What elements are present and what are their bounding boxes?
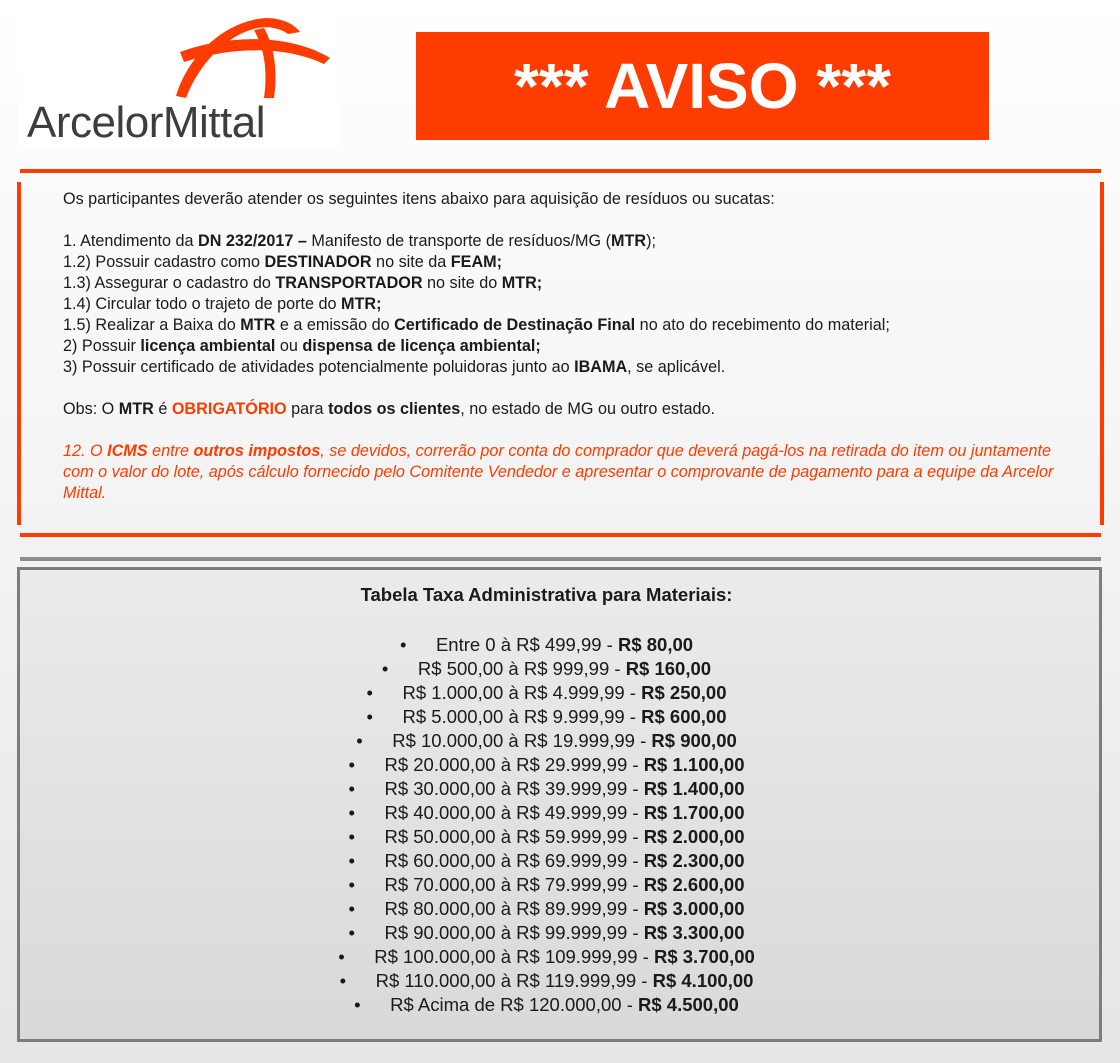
fee-tier-item [20,969,1073,993]
notice-text [63,189,1083,504]
fee-tier-item [20,849,1073,873]
tier-range: R$ 50.000,00 à R$ 59.999,99 - [384,826,644,847]
bullet-icon: • [399,634,407,655]
bullet-icon: • [348,850,355,871]
fee-table-title: Tabela Taxa Administrativa para Materiais: [360,584,733,605]
bullet-icon: • [366,682,373,703]
bold-text: licença ambiental [140,337,276,355]
text-segment: no site do [422,274,502,292]
text-segment: Manifesto de transporte de resíduos/MG ( [306,232,612,250]
bullet-icon: • [356,730,363,751]
text-segment: para [286,400,329,418]
bold-text: todos os clientes [328,400,461,418]
bullet-icon: • [348,922,355,943]
tier-range: R$ 40.000,00 à R$ 49.999,99 - [384,802,644,823]
tier-fee: R$ 1.700,00 [643,802,745,823]
tier-fee: R$ 1.100,00 [643,754,745,775]
text-segment: , no estado de MG ou outro estado. [460,400,715,418]
bold-text: MTR [118,400,154,418]
company-logo [18,8,338,150]
tier-range: Entre 0 à R$ 499,99 - [435,634,618,655]
fee-tier-item [20,705,1073,729]
bullet-icon: • [348,754,355,775]
gray-divider [20,557,1101,561]
tier-fee: R$ 3.000,00 [643,898,745,919]
fee-tier-item [20,753,1073,777]
fee-tier-item [20,945,1073,969]
tier-range: R$ 5.000,00 à R$ 9.999,99 - [402,706,642,727]
tier-fee: R$ 80,00 [617,634,694,655]
tier-fee: R$ 2.600,00 [643,874,745,895]
tier-fee: R$ 2.300,00 [643,850,745,871]
tier-fee: R$ 2.000,00 [643,826,745,847]
bold-text: MTR [240,316,276,334]
bullet-icon: • [348,898,355,919]
fee-tier-item [20,825,1073,849]
tier-fee: R$ 3.700,00 [653,946,755,967]
text-segment: e a emissão do [275,316,395,334]
notice-bottom-divider [20,533,1101,537]
tier-range: R$ 100.000,00 à R$ 109.999,99 - [374,946,654,967]
fee-table-box [17,567,1102,1042]
requirement-item [63,336,1083,357]
fee-tier-item [20,993,1073,1017]
text-segment: 3) Possuir certificado de atividades potencialmente poluidoras junto ao [63,358,575,376]
text-segment: 1. Atendimento da [63,232,198,250]
requirement-item [63,357,1083,378]
text-segment: 1.3) Assegurar o cadastro do [63,274,276,292]
bold-text: IBAMA [574,358,628,376]
fee-tier-item [20,873,1073,897]
tier-fee: R$ 160,00 [625,658,712,679]
bullet-icon: • [348,826,355,847]
requirements-list [63,231,1083,378]
text-segment: 1.5) Realizar a Baixa do [63,316,241,334]
tier-fee: R$ 900,00 [651,730,737,751]
tier-range: R$ 500,00 à R$ 999,99 - [417,658,626,679]
bullet-icon: • [339,970,347,991]
bullet-icon: • [348,802,355,823]
tier-range: R$ 30.000,00 à R$ 39.999,99 - [384,778,644,799]
tier-range: R$ 70.000,00 à R$ 79.999,99 - [384,874,644,895]
tier-range: R$ Acima de R$ 120.000,00 - [390,994,639,1015]
bold-text: ICMS [107,442,148,460]
fee-tier-item [20,657,1073,681]
notice-intro: Os participantes deverão atender os seguintes itens abaixo para aquisição de resíduos ou sucatas: [63,190,775,208]
requirement-item [63,252,1083,273]
bullet-icon: • [381,658,389,679]
bold-text: TRANSPORTADOR [275,274,423,292]
text-segment: 1.4) Circular todo o trajeto de porte do [63,295,342,313]
text-segment: entre [147,442,194,460]
text-segment: ); [646,232,656,250]
icms-note [63,441,1083,504]
bold-text: outros impostos [193,442,321,460]
bullet-icon: • [366,706,373,727]
tier-fee: R$ 3.300,00 [643,922,745,943]
tier-range: R$ 60.000,00 à R$ 69.999,99 - [384,850,644,871]
fee-tier-item [20,777,1073,801]
text-segment: no site da [371,253,451,271]
fee-tier-item [20,729,1073,753]
requirement-item [63,273,1083,294]
text-segment: no ato do recebimento do material; [635,316,890,334]
tier-fee: R$ 4.500,00 [638,994,739,1015]
tier-range: R$ 90.000,00 à R$ 99.999,99 - [384,922,644,943]
bold-text: dispensa de licença ambiental; [302,337,541,355]
bold-text: MTR [611,232,647,250]
tier-fee: R$ 600,00 [641,706,727,727]
text-segment: , se devidos, correrão por conta do comprador que deverá pagá-los na retirada do item ou juntamente com o valor do lote, após cálculo fornecido pelo Comitente Vendedor e apresentar o comprovante de pagamento para a equipe da Arcelor Mittal. [63,442,1054,502]
bold-text: DN 232/2017 – [198,232,307,250]
text-segment: 1.2) Possuir cadastro como [63,253,265,271]
text-segment: ou [275,337,303,355]
bullet-icon: • [354,994,361,1015]
requirement-item [63,294,1083,315]
fee-tier-item [20,801,1073,825]
tier-fee: R$ 1.400,00 [643,778,745,799]
text-segment: 2) Possuir [63,337,141,355]
bold-text: MTR; [501,274,543,292]
fee-tier-item [20,633,1073,657]
bold-text: DESTINADOR [264,253,372,271]
fee-tier-list [20,633,1073,1017]
text-segment: é [153,400,172,418]
tier-range: R$ 20.000,00 à R$ 29.999,99 - [384,754,644,775]
bullet-icon: • [348,874,355,895]
bullet-icon: • [338,946,345,967]
logo-wordmark: ArcelorMittal [27,98,265,147]
notice-box [17,182,1104,525]
arcelormittal-logo-icon [170,12,335,104]
bullet-icon: • [348,778,355,799]
tier-range: R$ 1.000,00 à R$ 4.999,99 - [402,682,642,703]
tier-range: R$ 110.000,00 à R$ 119.999,99 - [375,970,653,991]
requirement-item [63,231,1083,252]
fee-tier-item [20,921,1073,945]
bold-text: Certificado de Destinação Final [394,316,636,334]
top-divider [20,169,1101,173]
requirement-item [63,315,1083,336]
bold-text: MTR; [341,295,382,313]
tier-range: R$ 10.000,00 à R$ 19.999,99 - [392,730,652,751]
obs-note [63,399,1083,420]
aviso-banner [416,32,989,140]
tier-fee: R$ 4.100,00 [652,970,754,991]
bold-text: OBRIGATÓRIO [171,400,287,418]
text-segment: 12. O [63,442,108,460]
tier-fee: R$ 250,00 [641,682,727,703]
bold-text: FEAM; [450,253,503,271]
text-segment: , se aplicável. [627,358,726,376]
text-segment: Obs: O [63,400,119,418]
banner-text: *** AVISO *** [513,50,892,122]
tier-range: R$ 80.000,00 à R$ 89.999,99 - [384,898,644,919]
fee-tier-item [20,681,1073,705]
fee-tier-item [20,897,1073,921]
